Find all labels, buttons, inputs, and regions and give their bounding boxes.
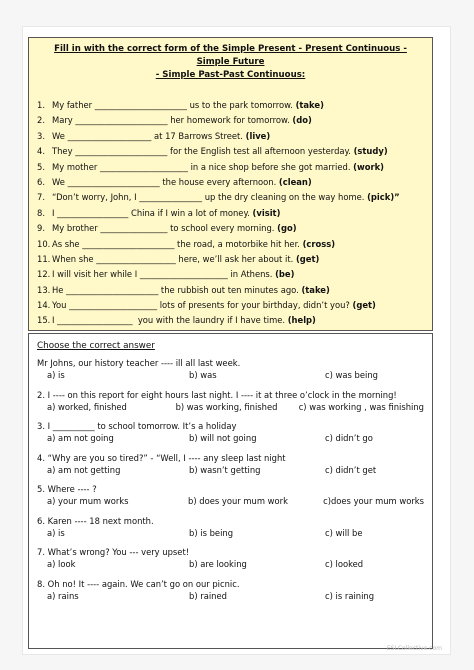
item-text-after: to school every morning.	[167, 223, 278, 234]
item-text-after: the house every afternoon.	[159, 176, 279, 187]
item-number: 9.	[37, 223, 45, 234]
option-a[interactable]: a) am not going	[47, 433, 114, 443]
option-a[interactable]: a) is	[47, 527, 65, 538]
fill-in-item	[37, 129, 424, 144]
fill-in-section	[28, 37, 433, 331]
item-text-before: When she	[52, 253, 97, 264]
item-text-before: We	[52, 130, 68, 141]
option-c[interactable]: c) was working , was finishing	[298, 401, 424, 412]
option-c[interactable]: c) didn’t get	[325, 464, 377, 475]
question	[37, 358, 424, 381]
item-text-before: I	[52, 207, 58, 218]
fill-in-item	[37, 221, 424, 236]
question	[37, 547, 424, 570]
verb-hint: (do)	[292, 115, 312, 126]
item-text-after: the rubbish out ten minutes ago.	[158, 284, 302, 295]
verb-hint: (get)	[295, 253, 320, 264]
fill-in-list	[37, 98, 424, 329]
answer-options	[37, 590, 424, 602]
answer-blank[interactable]: ___________________	[96, 253, 176, 264]
item-number: 15.	[37, 315, 51, 326]
item-text-before: My mother	[52, 161, 100, 172]
option-a[interactable]: a) worked, finished	[47, 401, 127, 412]
fill-in-item	[37, 160, 424, 175]
question	[37, 421, 424, 444]
answer-blank[interactable]: ____________________	[67, 130, 152, 141]
item-number: 11.	[37, 253, 51, 264]
answer-blank[interactable]: ______________________	[67, 176, 160, 187]
answer-blank[interactable]: ______________________	[82, 238, 175, 249]
fill-in-item	[37, 113, 424, 128]
item-text-after: here, we’ll ask her about it.	[175, 253, 296, 264]
option-a[interactable]: a) am not getting	[47, 464, 121, 475]
verb-hint: (clean)	[278, 176, 312, 187]
item-number: 13.	[37, 284, 51, 295]
fill-in-item	[37, 313, 424, 328]
answer-options	[37, 495, 424, 507]
option-c[interactable]: c)does your mum works	[323, 496, 424, 506]
fill-in-item	[37, 237, 424, 252]
fill-in-item	[37, 144, 424, 159]
answer-blank[interactable]: ________________	[100, 223, 168, 234]
option-c[interactable]: c) will be	[325, 527, 363, 538]
question-stem: 5. Where ---- ?	[37, 484, 97, 494]
answer-blank[interactable]: _____________________	[69, 300, 158, 311]
answer-blank[interactable]: ______________________	[66, 284, 159, 295]
section1-title-line: Fill in with the correct form of the Simple Present - Present Continuous - Simple Future	[54, 44, 407, 67]
watermark: ESLCollective.com	[386, 645, 442, 652]
item-text-after: at 17 Barrows Street.	[151, 130, 246, 141]
answer-blank[interactable]: _____________________	[139, 269, 228, 280]
item-text-after: for the English test all afternoon yesterday.	[167, 146, 354, 157]
question-stem: 7. What’s wrong? You --- very upset!	[37, 547, 190, 557]
option-b[interactable]: b) is being	[189, 527, 234, 538]
answer-blank[interactable]: _____________________	[99, 161, 188, 172]
answer-options	[37, 527, 424, 539]
option-b[interactable]: b) does your mum work	[188, 496, 288, 506]
question	[37, 484, 424, 507]
question-stem: 8. Oh no! It ---- again. We can’t go on our picnic.	[37, 578, 240, 589]
item-number: 3.	[37, 130, 45, 141]
item-text-after: you with the laundry if I have time.	[132, 315, 288, 326]
question	[37, 516, 424, 539]
fill-in-item	[37, 98, 424, 113]
item-text-before: I will visit her while I	[52, 269, 140, 280]
answer-options	[37, 432, 424, 444]
item-number: 2.	[37, 115, 45, 126]
verb-hint: (take)	[301, 284, 330, 295]
verb-hint: (study)	[353, 146, 388, 157]
answer-blank[interactable]: _______________	[139, 192, 203, 203]
question	[37, 390, 424, 413]
item-number: 4.	[37, 146, 45, 157]
question	[37, 453, 424, 476]
option-b[interactable]: b) are looking	[189, 559, 247, 569]
item-number: 7.	[37, 192, 45, 203]
verb-hint: (go)	[277, 223, 297, 234]
item-number: 10.	[37, 238, 51, 249]
option-a[interactable]: a) your mum works	[47, 496, 129, 506]
answer-blank[interactable]: ______________________	[94, 100, 187, 110]
item-text-before: He	[52, 284, 67, 295]
question-stem: Mr Johns, our history teacher ---- ill all last week.	[37, 358, 241, 368]
option-b[interactable]: b) was working, finished	[175, 401, 278, 412]
item-number: 5.	[37, 161, 45, 172]
fill-in-item	[37, 252, 424, 267]
option-b[interactable]: b) was	[189, 370, 217, 380]
answer-options	[37, 369, 424, 381]
fill-in-item	[37, 175, 424, 190]
verb-hint: (work)	[353, 161, 384, 172]
item-number: 8.	[37, 207, 45, 218]
item-text-after: China if I win a lot of money.	[128, 207, 253, 218]
option-c[interactable]: c) is raining	[325, 590, 375, 601]
item-text-before: I	[52, 315, 58, 326]
section1-title	[37, 43, 424, 82]
item-text-before: As she	[52, 238, 83, 249]
item-text-after: in a nice shop before she got married.	[187, 161, 354, 172]
option-a[interactable]: a) look	[47, 559, 76, 569]
verb-hint: (take)	[295, 100, 324, 110]
question-list	[37, 358, 424, 602]
answer-options	[37, 558, 424, 570]
item-text-after: her homework for tomorrow.	[167, 115, 293, 126]
question-stem: 4. “Why are you so tired?” - “Well, I ---- any sleep last night	[37, 452, 286, 463]
verb-hint: (cross)	[302, 238, 336, 249]
item-text-before: They	[52, 146, 76, 157]
verb-hint: (help)	[287, 315, 316, 326]
answer-blank[interactable]: ______________________	[75, 146, 168, 157]
question-stem: 3. I __________ to school tomorrow. It’s a holiday	[37, 421, 237, 431]
verb-hint: (pick)”	[367, 192, 400, 203]
item-text-before: My brother	[52, 223, 101, 234]
section1-title-line: - Simple Past-Past Continuous:	[155, 70, 306, 80]
verb-hint: (visit)	[252, 207, 281, 218]
item-text-before: You	[52, 300, 70, 311]
section2-title: Choose the correct answer	[37, 341, 155, 351]
answer-options	[37, 401, 424, 413]
option-a[interactable]: a) is	[47, 370, 65, 380]
answer-blank[interactable]: ______________________	[75, 115, 168, 126]
item-number: 12.	[37, 269, 51, 280]
item-number: 6.	[37, 176, 45, 187]
option-b[interactable]: b) wasn’t getting	[189, 464, 261, 475]
item-text-after: in Athens.	[227, 269, 276, 280]
question	[37, 579, 424, 602]
item-text-after: lots of presents for your birthday, didn’t you?	[157, 300, 353, 311]
item-text-after: the road, a motorbike hit her.	[174, 238, 303, 249]
option-a[interactable]: a) rains	[47, 590, 79, 601]
option-b[interactable]: b) will not going	[189, 433, 257, 443]
verb-hint: (get)	[352, 300, 376, 311]
item-number: 14.	[37, 300, 51, 311]
item-text-after: us to the park tomorrow.	[186, 100, 296, 110]
item-text-before: My father	[52, 100, 95, 110]
answer-blank[interactable]: __________________	[57, 315, 133, 326]
question-stem: 2. I ---- on this report for eight hours last night. I ---- it at three o’clock in the morning!	[37, 389, 397, 400]
item-text-before: Mary	[52, 115, 76, 126]
item-text-before: We	[52, 176, 68, 187]
fill-in-item	[37, 298, 424, 313]
verb-hint: (live)	[245, 130, 271, 141]
fill-in-item	[37, 190, 424, 205]
fill-in-item	[37, 267, 424, 282]
fill-in-item	[37, 283, 424, 298]
fill-in-item	[37, 206, 424, 221]
multiple-choice-section	[28, 333, 433, 649]
item-text-after: up the dry cleaning on the way home.	[202, 192, 368, 203]
option-c[interactable]: c) looked	[325, 559, 364, 569]
item-text-before: “Don’t worry, John, I	[52, 192, 140, 203]
item-number: 1.	[37, 100, 45, 110]
answer-options	[37, 464, 424, 476]
question-stem: 6. Karen ---- 18 next month.	[37, 515, 154, 526]
option-c[interactable]: c) was being	[325, 370, 378, 380]
worksheet-page	[23, 27, 450, 654]
option-b[interactable]: b) rained	[189, 590, 227, 601]
answer-blank[interactable]: _________________	[57, 207, 129, 218]
option-c[interactable]: c) didn’t go	[325, 433, 373, 443]
verb-hint: (be)	[275, 269, 295, 280]
